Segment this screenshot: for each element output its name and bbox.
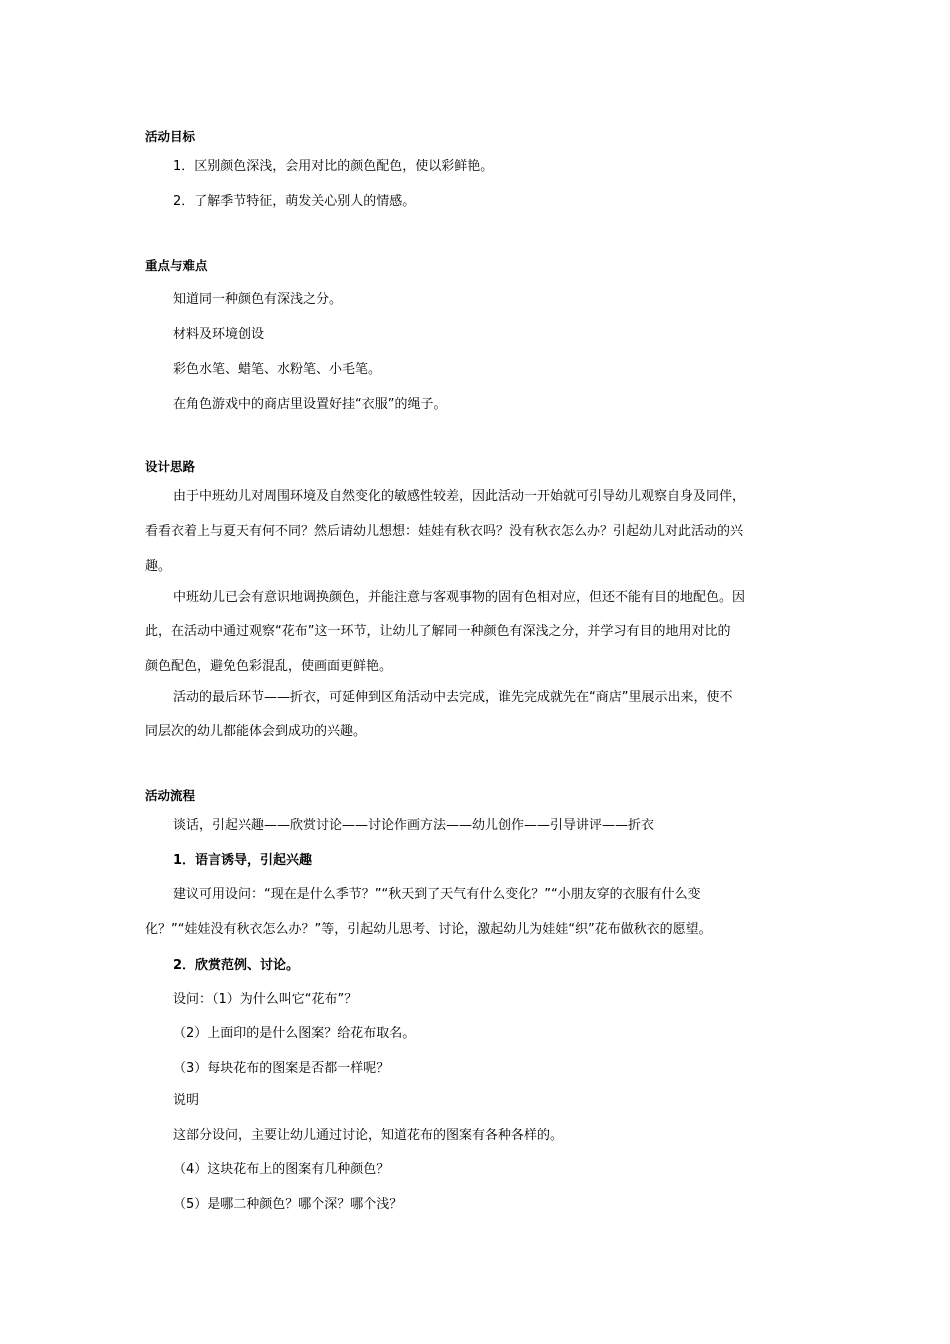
design-line-6: 颜色配色，避免色彩混乱，使画面更鲜艳。 xyxy=(145,659,393,674)
process-line-6: 设问：（1）为什么叫它“花布”？ xyxy=(173,992,358,1007)
focus-line-1: 知道同一种颜色有深浅之分。 xyxy=(173,292,343,307)
design-line-3: 趣。 xyxy=(145,559,172,574)
process-line-8: （3）每块花布的图案是否都一样呢？ xyxy=(173,1061,390,1076)
focus-line-2: 材料及环境创设 xyxy=(173,327,265,342)
process-step-2-heading: 2．欣赏范例、讨论。 xyxy=(173,958,300,973)
design-line-4: 中班幼儿已会有意识地调换颜色，并能注意与客观事物的固有色相对应，但还不能有目的地配色。因 xyxy=(173,590,746,605)
section-heading-goals: 活动目标 xyxy=(145,129,196,144)
process-line-3: 建议可用设问：“现在是什么季节？”“秋天到了天气有什么变化？”“小朋友穿的衣服有什么变 xyxy=(173,887,701,902)
focus-line-4: 在角色游戏中的商店里设置好挂“衣服”的绳子。 xyxy=(173,397,447,412)
process-line-7: （2）上面印的是什么图案？给花布取名。 xyxy=(173,1026,416,1041)
process-line-12: （5）是哪二种颜色？哪个深？哪个浅？ xyxy=(173,1197,403,1212)
process-line-11: （4）这块花布上的图案有几种颜色？ xyxy=(173,1162,390,1177)
design-line-5: 此，在活动中通过观察“花布”这一环节，让幼儿了解同一种颜色有深浅之分，并学习有目的地用对比的 xyxy=(145,624,731,639)
goal-item-1: 1．区别颜色深浅，会用对比的颜色配色，使以彩鲜艳。 xyxy=(173,159,494,174)
focus-line-3: 彩色水笔、蜡笔、水粉笔、小毛笔。 xyxy=(173,362,382,377)
design-line-8: 同层次的幼儿都能体会到成功的兴趣。 xyxy=(145,724,367,739)
process-note-label: 说明 xyxy=(173,1093,200,1108)
process-line-4: 化？”“娃娃没有秋衣怎么办？”等，引起幼儿思考、讨论，激起幼儿为娃娃“织”花布做秋衣的愿望。 xyxy=(145,922,712,937)
process-line-1: 谈话，引起兴趣——欣赏讨论——讨论作画方法——幼儿创作——引导讲评——折衣 xyxy=(173,818,655,833)
design-line-2: 看看衣着上与夏天有何不同？然后请幼儿想想：娃娃有秋衣吗？没有秋衣怎么办？引起幼儿对此活动的兴 xyxy=(145,524,744,539)
section-heading-design: 设计思路 xyxy=(145,459,196,474)
process-step-1-heading: 1．语言诱导，引起兴趣 xyxy=(173,853,313,868)
section-heading-process: 活动流程 xyxy=(145,788,196,803)
design-line-1: 由于中班幼儿对周围环境及自然变化的敏感性较差，因此活动一开始就可引导幼儿观察自身及同伴， xyxy=(173,489,746,504)
design-line-7: 活动的最后环节——折衣，可延伸到区角活动中去完成，谁先完成就先在“商店”里展示出来，使不 xyxy=(173,690,733,705)
process-line-10: 这部分设问，主要让幼儿通过讨论，知道花布的图案有各种各样的。 xyxy=(173,1128,564,1143)
section-heading-focus: 重点与难点 xyxy=(145,258,208,273)
goal-item-2: 2．了解季节特征，萌发关心别人的情感。 xyxy=(173,194,416,209)
